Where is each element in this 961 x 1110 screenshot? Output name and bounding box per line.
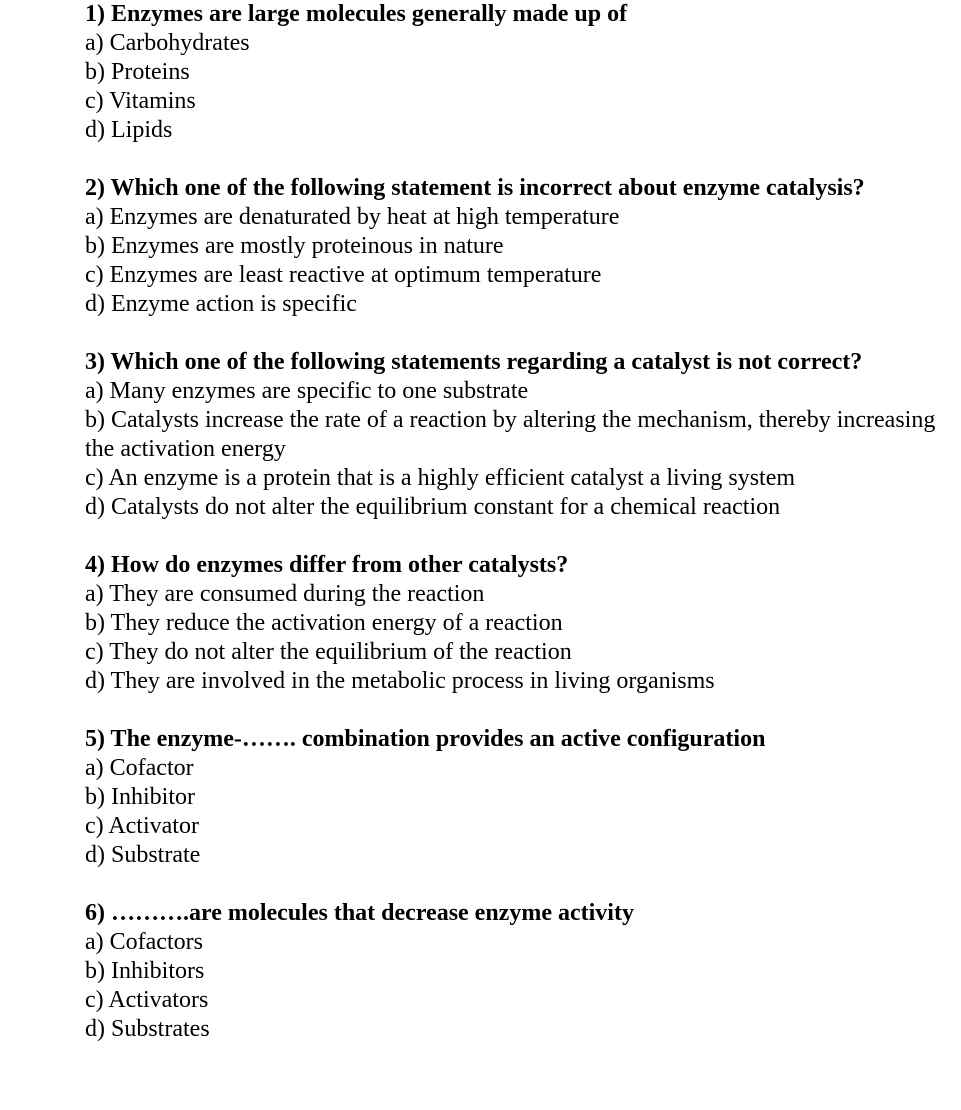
option-a: a) Many enzymes are specific to one substrate bbox=[85, 378, 529, 404]
option-d: d) Enzyme action is specific bbox=[85, 291, 357, 317]
option-a: a) They are consumed during the reaction bbox=[85, 581, 485, 607]
option-c: c) An enzyme is a protein that is a highly efficient catalyst a living system bbox=[85, 465, 796, 491]
quiz-document bbox=[85, 0, 945, 1044]
option-d: d) Substrates bbox=[85, 1016, 210, 1042]
option-a: a) Cofactor bbox=[85, 755, 194, 781]
option-b: b) Inhibitor bbox=[85, 784, 195, 810]
option-b: b) Enzymes are mostly proteinous in nature bbox=[85, 233, 504, 259]
option-b: b) They reduce the activation energy of a reaction bbox=[85, 610, 563, 636]
question-2 bbox=[85, 174, 945, 319]
option-d: d) Lipids bbox=[85, 117, 173, 143]
question-6 bbox=[85, 899, 945, 1044]
option-a: a) Cofactors bbox=[85, 929, 203, 955]
option-c: c) Vitamins bbox=[85, 88, 196, 114]
option-d: d) They are involved in the metabolic process in living organisms bbox=[85, 668, 715, 694]
option-d: d) Substrate bbox=[85, 842, 201, 868]
option-d: d) Catalysts do not alter the equilibrium constant for a chemical reaction bbox=[85, 494, 781, 520]
option-b: b) Proteins bbox=[85, 59, 190, 85]
option-a: a) Enzymes are denaturated by heat at high temperature bbox=[85, 204, 620, 230]
question-1 bbox=[85, 0, 945, 145]
question-3 bbox=[85, 348, 945, 522]
question-title: 3) Which one of the following statements regarding a catalyst is not correct? bbox=[85, 349, 863, 375]
question-title: 5) The enzyme-……. combination provides an active configuration bbox=[85, 726, 766, 752]
option-a: a) Carbohydrates bbox=[85, 30, 250, 56]
question-title: 6) ……….are molecules that decrease enzyme activity bbox=[85, 900, 634, 926]
option-b: b) Inhibitors bbox=[85, 958, 205, 984]
option-b: b) Catalysts increase the rate of a reaction by altering the mechanism, thereby increasing the activation energy bbox=[85, 407, 936, 462]
option-c: c) Enzymes are least reactive at optimum temperature bbox=[85, 262, 602, 288]
option-c: c) Activators bbox=[85, 987, 209, 1013]
question-title: 4) How do enzymes differ from other catalysts? bbox=[85, 552, 569, 578]
option-c: c) They do not alter the equilibrium of the reaction bbox=[85, 639, 572, 665]
question-5 bbox=[85, 725, 945, 870]
question-title: 2) Which one of the following statement is incorrect about enzyme catalysis? bbox=[85, 175, 865, 201]
option-c: c) Activator bbox=[85, 813, 199, 839]
question-title: 1) Enzymes are large molecules generally made up of bbox=[85, 1, 628, 27]
question-4 bbox=[85, 551, 945, 696]
